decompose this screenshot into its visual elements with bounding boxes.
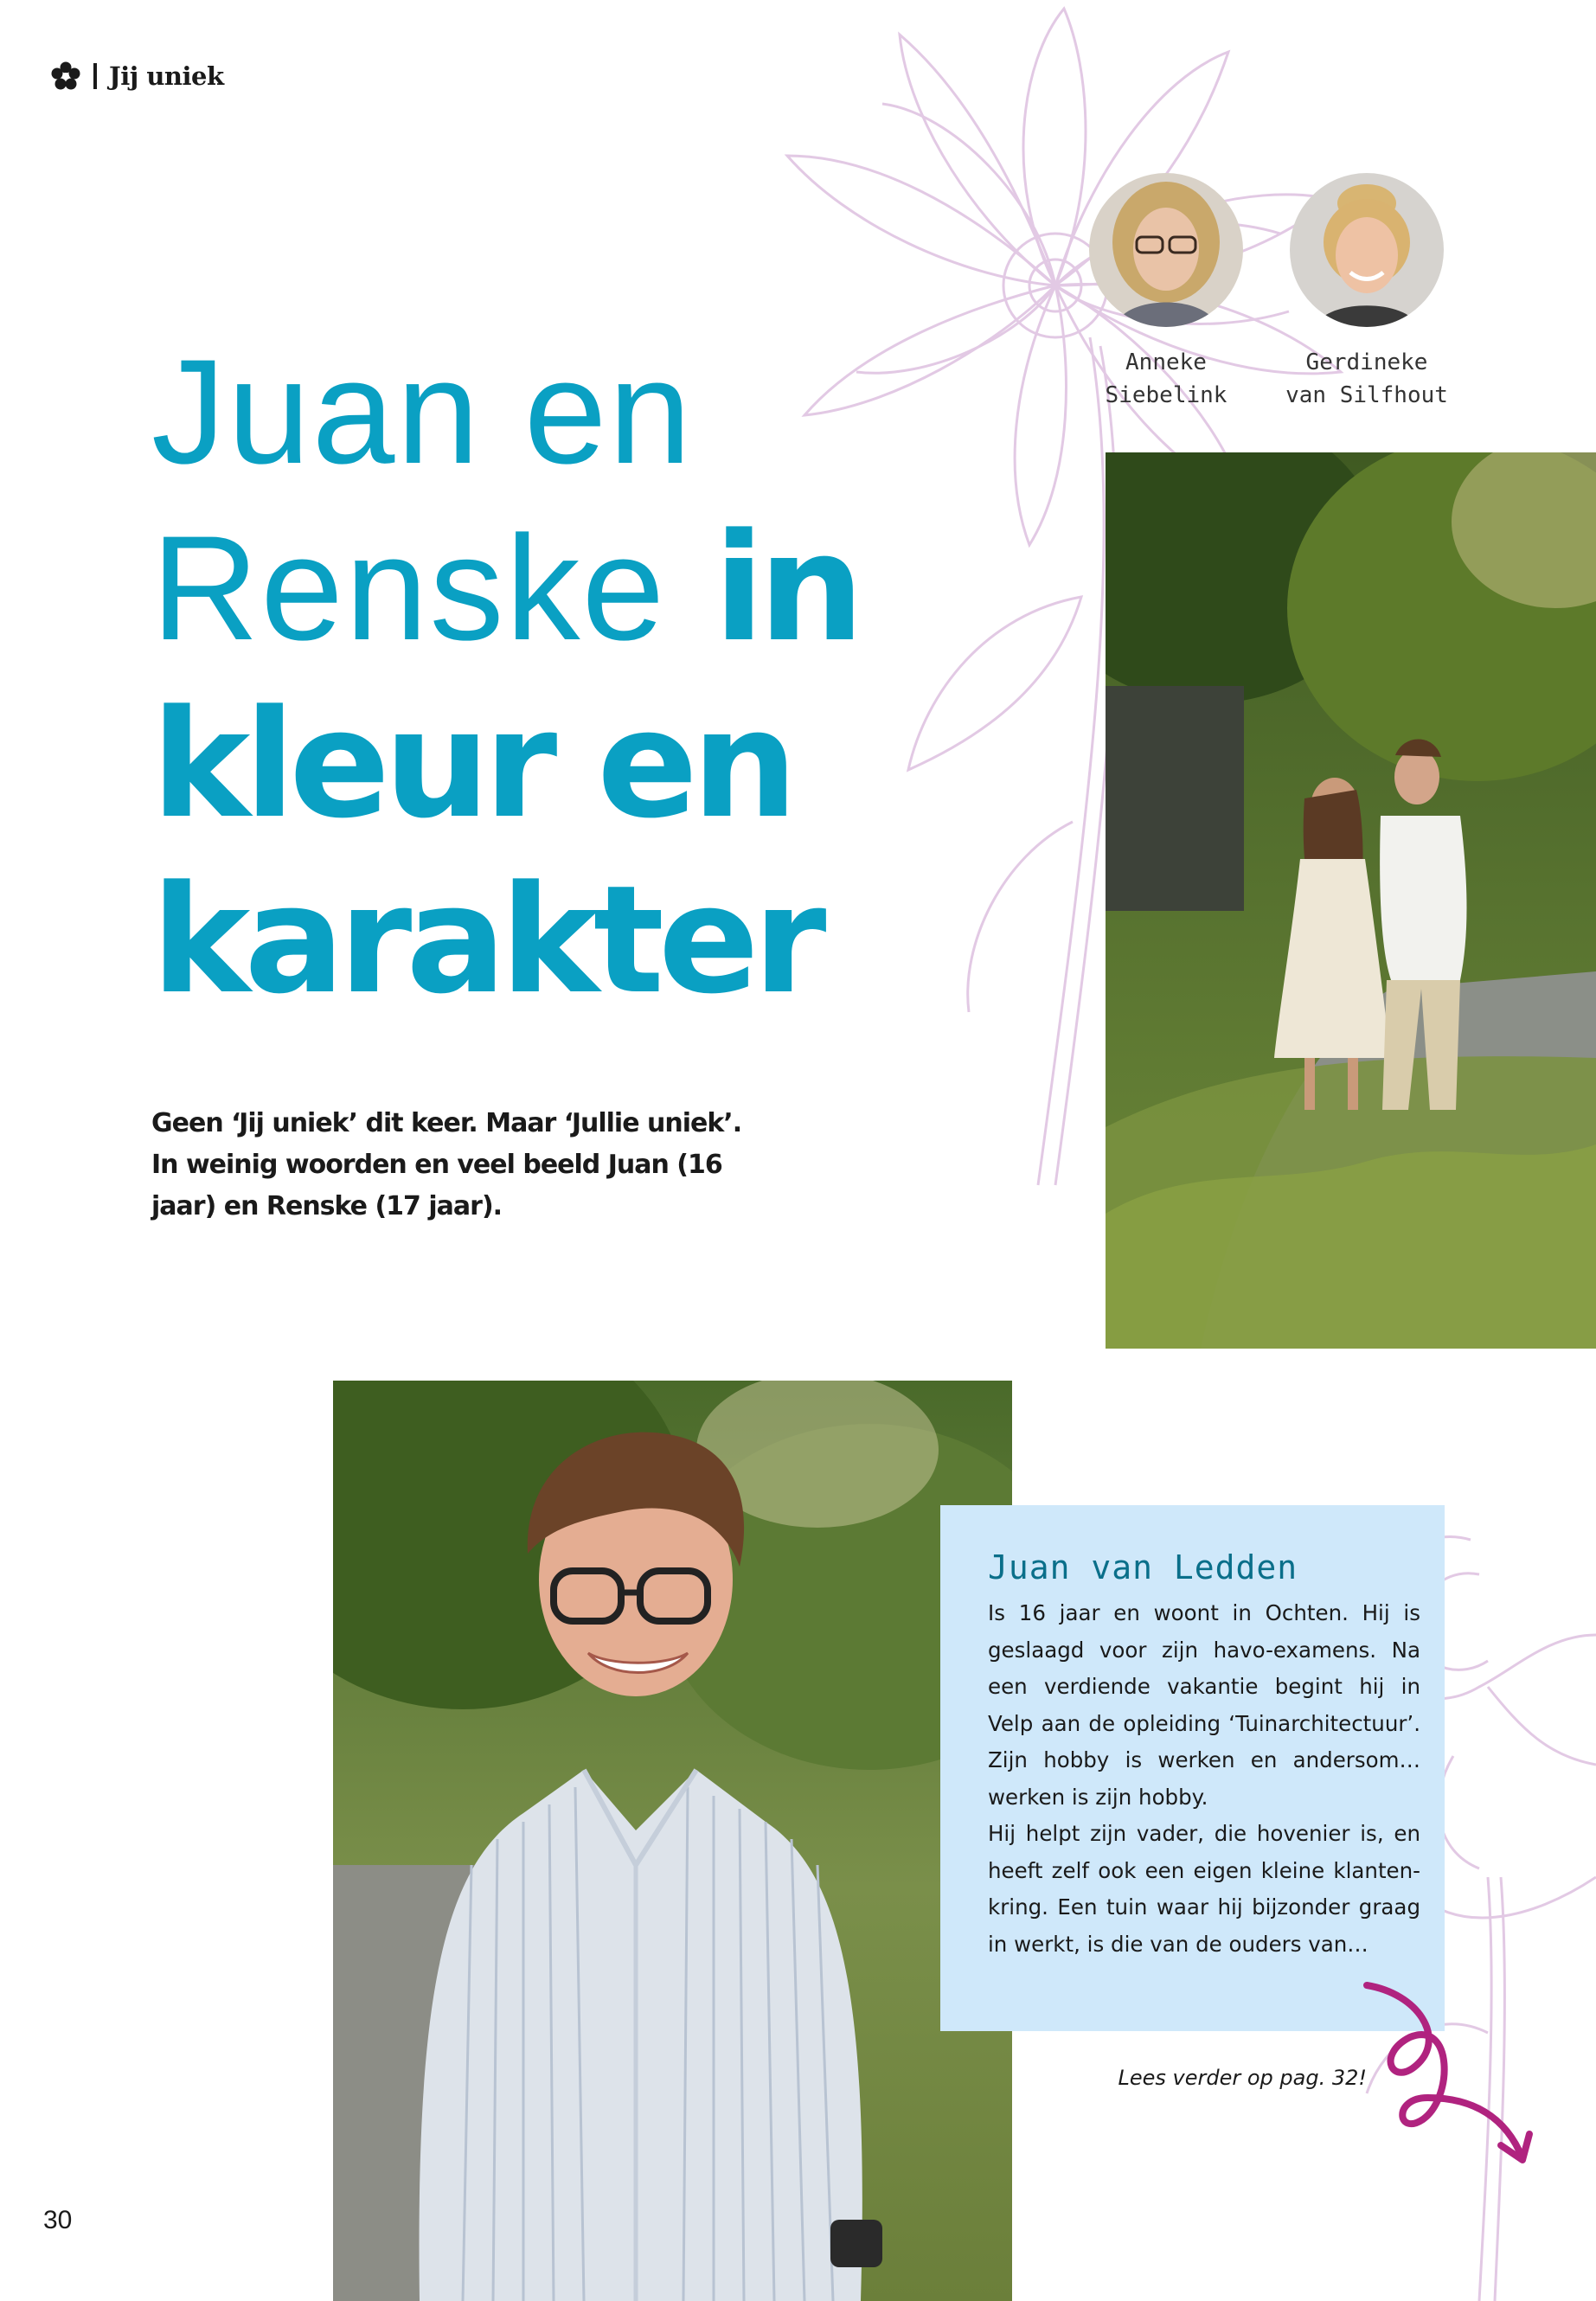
avatar — [1089, 173, 1243, 327]
avatar — [1290, 173, 1444, 327]
author-last-name: Siebelink — [1105, 382, 1227, 408]
header-divider — [93, 63, 97, 89]
profile-info-box — [940, 1505, 1445, 2031]
profile-name: Juan van Ledden — [988, 1548, 1298, 1586]
title-line-4: karakter — [151, 853, 821, 1027]
author-anneke — [1054, 173, 1279, 412]
page-number: 30 — [43, 2206, 73, 2234]
profile-paragraph-1: Is 16 jaar en woont in Ochten. Hij is geslaagd voor zijn havo-examens. Na een verdiende vakantie begint hij in Velp aan de opleiding ‘Tuinarchitectuur’. Zijn hobby is werken en andersom… werken is zijn hobby. — [988, 1600, 1420, 1810]
curly-arrow-icon — [1358, 1977, 1540, 2167]
title-line-3: kleur en — [151, 677, 792, 851]
author-first-name: Anneke — [1125, 349, 1207, 375]
author-gerdineke — [1254, 173, 1479, 412]
juan-portrait-photo — [333, 1381, 1012, 2301]
read-more-link[interactable]: Lees verder op pag. 32! — [1118, 2066, 1367, 2090]
profile-paragraph-2: Hij helpt zijn vader, die hovenier is, en heeft zelf ook een eigen kleine klanten-kring. Een tuin waar hij bijzonder graag in werkt, is die van de ouders van… — [988, 1821, 1420, 1957]
section-title: Jij uniek — [109, 61, 224, 91]
author-last-name: van Silfhout — [1285, 382, 1448, 408]
intro-text: Geen ‘Jij uniek’ dit keer. Maar ‘Jullie uniek’. In weinig woorden en veel beeld Juan (16 jaar) en Renske (17 jaar). — [151, 1108, 742, 1221]
flower-icon — [50, 61, 81, 92]
title-line-2-light: Renske — [151, 505, 667, 671]
section-header — [50, 57, 224, 95]
author-first-name: Gerdineke — [1305, 349, 1428, 375]
couple-walking-photo — [1106, 452, 1596, 1349]
title-line-2-bold: in — [713, 501, 859, 675]
title-line-1: Juan en — [151, 329, 694, 495]
page-title — [151, 324, 930, 1028]
